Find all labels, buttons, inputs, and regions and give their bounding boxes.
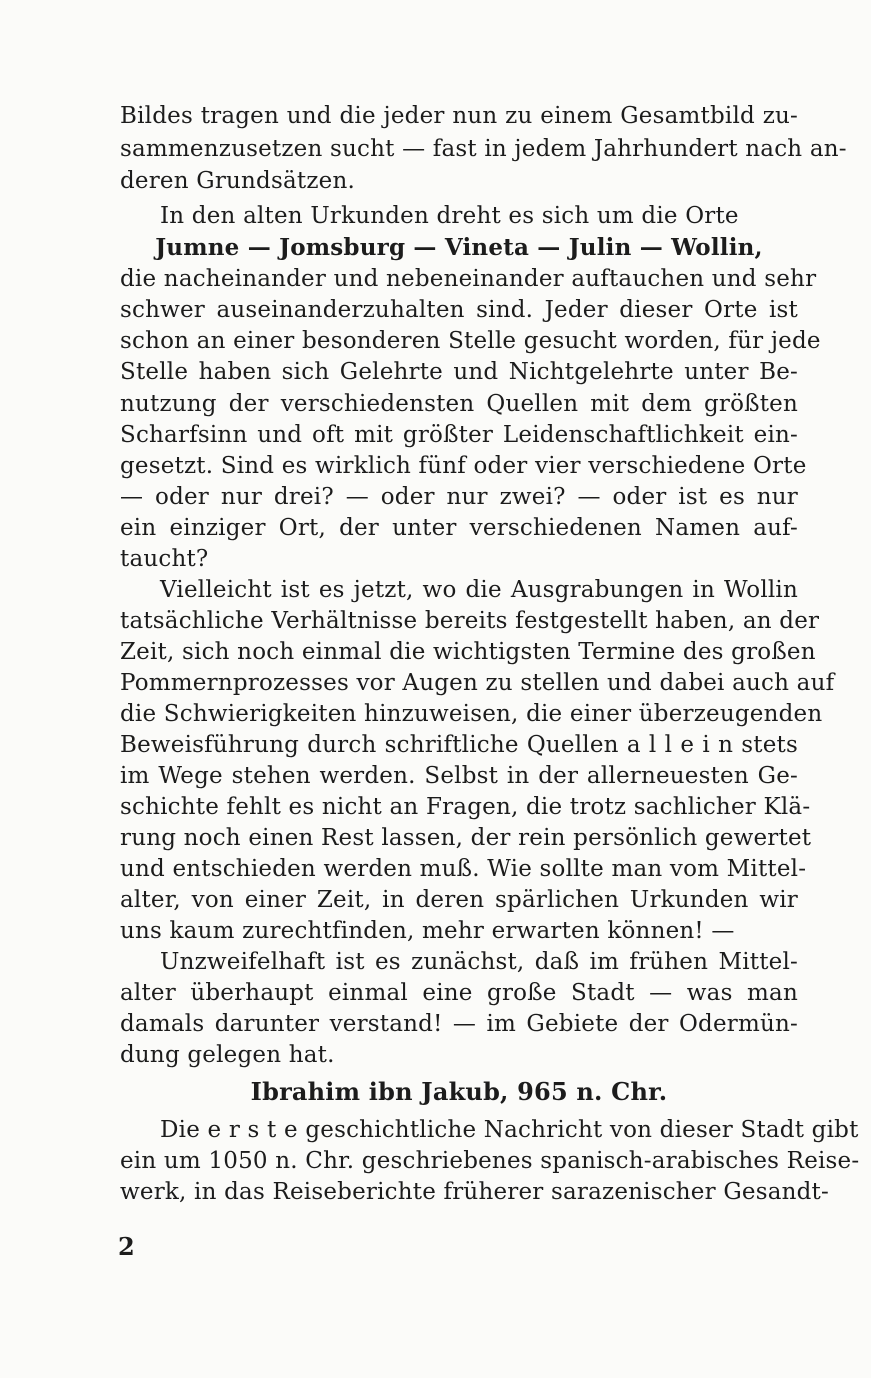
- section-heading: Ibrahim ibn Jakub, 965 n. Chr.: [250, 1077, 668, 1106]
- text-line: dung gelegen hat.: [120, 1042, 335, 1068]
- text-line: tatsächliche Verhältnisse bereits festgestellt haben, an der: [120, 608, 820, 634]
- text-line: Beweisführung durch schriftliche Quellen a l l e i n stets: [120, 732, 798, 758]
- text-line: Unzweifelhaft ist es zunächst, daß im frühen Mittel-: [160, 949, 798, 975]
- text-line: alter, von einer Zeit, in deren spärlichen Urkunden wir: [120, 887, 798, 913]
- text-line: — oder nur drei? — oder nur zwei? — oder ist es nur: [120, 484, 798, 510]
- text-line: und entschieden werden muß. Wie sollte man vom Mittel-: [120, 856, 807, 882]
- text-line: Die e r s t e geschichtliche Nachricht von dieser Stadt gibt: [160, 1117, 859, 1143]
- text-line: Stelle haben sich Gelehrte und Nichtgelehrte unter Be-: [120, 359, 798, 385]
- text-line: die nacheinander und nebeneinander auftauchen und sehr: [120, 266, 817, 292]
- text-line: Scharfsinn und oft mit größter Leidenschaftlichkeit ein-: [120, 422, 798, 448]
- text-line: Pommernprozesses vor Augen zu stellen und dabei auch auf: [120, 670, 835, 696]
- text-line: werk, in das Reiseberichte früherer sarazenischer Gesandt-: [120, 1179, 829, 1205]
- text-line: In den alten Urkunden dreht es sich um die Orte: [160, 203, 739, 229]
- text-line: alter überhaupt einmal eine große Stadt — was man: [120, 980, 798, 1006]
- place-names-line: Jumne — Jomsburg — Vineta — Julin — Wollin,: [155, 234, 763, 261]
- text-line: ein um 1050 n. Chr. geschriebenes spanisch-arabisches Reise-: [120, 1148, 860, 1174]
- text-line: Bildes tragen und die jeder nun zu einem Gesamtbild zu-: [120, 103, 798, 129]
- text-line: rung noch einen Rest lassen, der rein persönlich gewertet: [120, 825, 812, 851]
- page-number: 2: [118, 1232, 135, 1261]
- text-line: Vielleicht ist es jetzt, wo die Ausgrabungen in Wollin: [160, 577, 798, 603]
- text-line: uns kaum zurechtfinden, mehr erwarten können! —: [120, 918, 735, 944]
- text-line: deren Grundsätzen.: [120, 168, 355, 194]
- text-line: schwer auseinanderzuhalten sind. Jeder dieser Orte ist: [120, 297, 798, 323]
- text-line: taucht?: [120, 546, 209, 572]
- text-line: damals darunter verstand! — im Gebiete der Odermün-: [120, 1011, 798, 1037]
- text-line: schichte fehlt es nicht an Fragen, die trotz sachlicher Klä-: [120, 794, 811, 820]
- text-line: nutzung der verschiedensten Quellen mit dem größten: [120, 391, 798, 417]
- text-line: gesetzt. Sind es wirklich fünf oder vier verschiedene Orte: [120, 453, 807, 479]
- text-line: schon an einer besonderen Stelle gesucht worden, für jede: [120, 328, 821, 354]
- text-line: im Wege stehen werden. Selbst in der allerneuesten Ge-: [120, 763, 798, 789]
- text-line: ein einziger Ort, der unter verschiedenen Namen auf-: [120, 515, 798, 541]
- text-line: sammenzusetzen sucht — fast in jedem Jahrhundert nach an-: [120, 136, 847, 162]
- text-line: die Schwierigkeiten hinzuweisen, die einer überzeugenden: [120, 701, 823, 727]
- text-line: Zeit, sich noch einmal die wichtigsten Termine des großen: [120, 639, 816, 665]
